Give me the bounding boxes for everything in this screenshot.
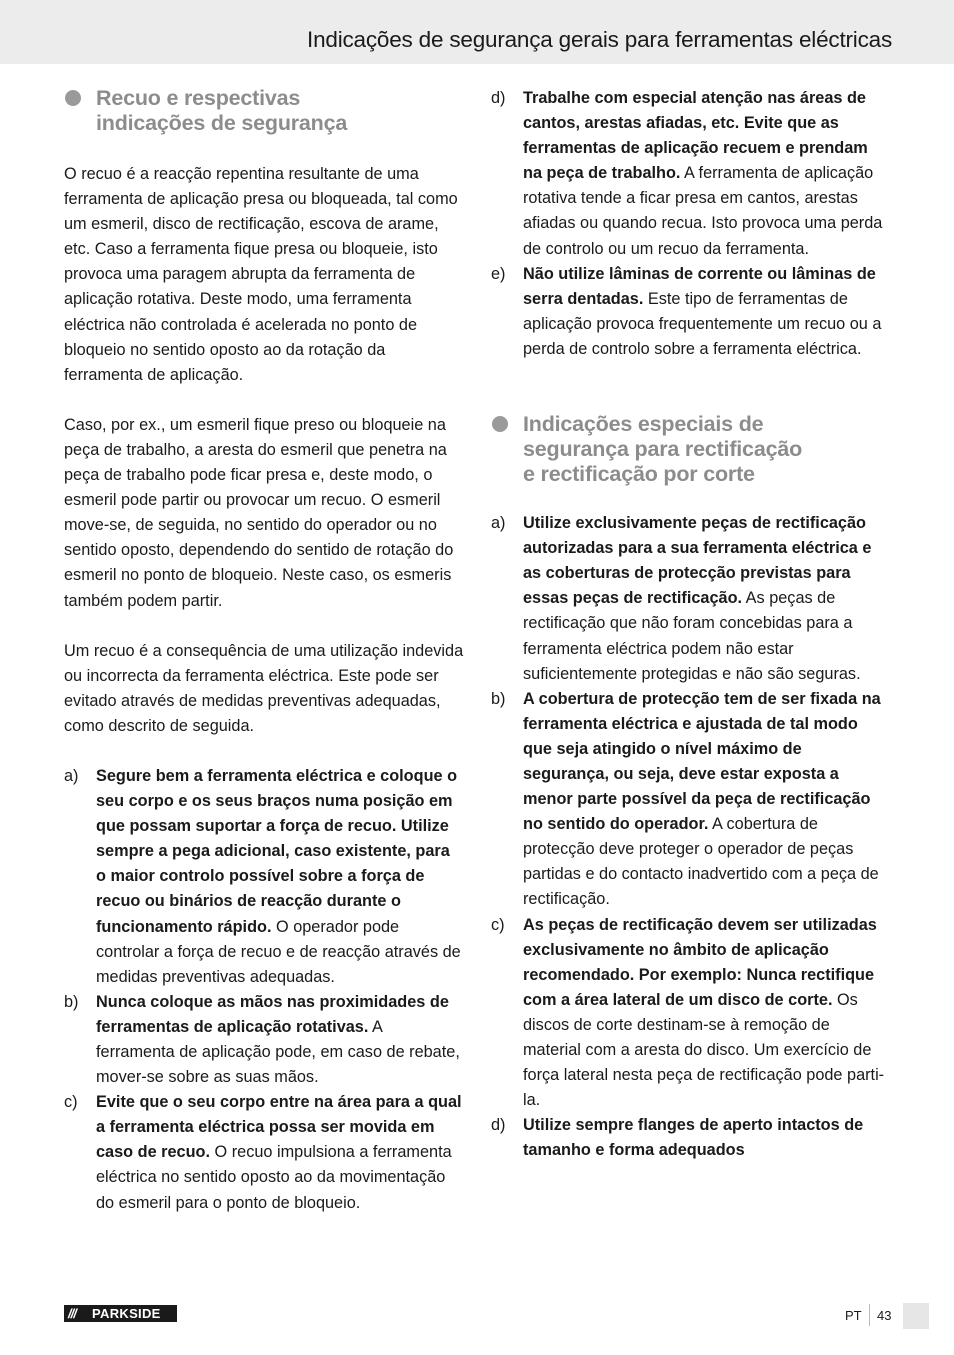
logo-slashes: /// [68,1306,76,1321]
language-code: PT [845,1308,862,1323]
item-bold-text: Não utilize lâminas de corrente ou lâminas de serra dentadas. [523,264,876,308]
item-text: A ferramenta de aplicação rotativa tende a ficar presa em cantos, arestas afiadas ou quando recua. Isto provoca uma perda de controlo ou um recuo da ferramenta. [523,164,883,258]
page-number: 43 [877,1308,892,1323]
item-label: b) [64,992,79,1011]
item-label: a) [491,514,506,533]
heading-line: Recuo e respectivas [96,86,301,110]
item-bold-text: Segure bem a ferramenta eléctrica e coloque o seu corpo e os seus braços numa posição em que possam suportar a força de recuo. Utilize sempre a pega adicional, caso existente, para o maior controlo possível sobre a força de recuo ou binários de reacção durante o funcionamento rápido. [96,766,458,936]
parkside-logo [64,1305,177,1322]
item-bold-text: Nunca coloque as mãos nas proximidades de ferramentas de aplicação rotativas. [96,992,449,1036]
footer-box [903,1303,929,1329]
item-bold-text: Utilize exclusivamente peças de rectificação autorizadas para a sua ferramenta eléctrica e as coberturas de protecção previstas para essas peças de rectificação. [523,514,872,608]
paragraph: Caso, por ex., um esmeril fique preso ou bloqueie na peça de trabalho, a aresta do esmeril que penetra na peça de trabalho pode ficar presa e, deste modo, o esmeril pode partir ou provocar um recuo. O esmeril move-se, de seguida, no sentido do operador ou no sentido oposto, dependendo do sentido de rotação do esmeril no ponto de bloqueio. Neste caso, os esmeris também podem partir. [64,415,454,610]
item-text: A cobertura de protecção deve proteger o operador de peças partidas e do contacto inadvertido com a peça de rectificação. [523,815,879,909]
footer-divider [869,1304,870,1326]
item-label: c) [491,915,505,934]
list-item [491,511,891,687]
heading-line: segurança para rectificação [523,437,803,462]
bullet-icon [65,90,81,106]
item-label: c) [64,1093,78,1112]
item-text: A ferramenta de aplicação pode, em caso de rebate, mover-se sobre as suas mãos. [96,1017,460,1087]
item-label: d) [491,89,506,107]
item-label: b) [491,689,506,708]
item-text: Este tipo de ferramentas de aplicação provoca frequentemente um recuo ou a perda de controlo sobre a ferramenta eléctrica. [523,289,882,358]
item-text: Os discos de corte destinam-se à remoção de material com a aresta do disco. Um exercício de força lateral nesta peça de rectificação pode parti-la. [523,990,885,1110]
heading-line: Indicações especiais de [523,412,764,437]
list-item [491,86,891,262]
heading-line: e rectificação por corte [523,462,755,487]
section-heading-grinding [491,412,891,487]
item-bold-text: Trabalhe com especial atenção nas áreas de cantos, arestas afiadas, etc. Evite que as ferramentas de aplicação recuem e prendam na peça de trabalho. [523,89,868,183]
list-item [491,687,891,913]
item-text: O operador pode controlar a força de recuo e de reacção através de medidas preventivas adequadas. [96,917,461,986]
page-title: Indicações de segurança gerais para ferramentas eléctricas [307,27,892,52]
item-text: As peças de rectificação que não foram concebidas para a ferramenta eléctrica podem não estar suficientemente protegidas e não são seguras. [523,589,861,683]
item-label: e) [491,264,506,283]
list-item [64,990,464,1090]
logo-brand: PARKSIDE [92,1306,161,1321]
list-item [491,913,891,1114]
left-column [64,86,464,1216]
bullet-icon [492,416,508,432]
item-bold-text: Evite que o seu corpo entre na área para a qual a ferramenta eléctrica possa ser movida em caso de recuo. [96,1093,462,1162]
right-column [491,86,891,1163]
list-item [64,764,464,990]
item-label: d) [491,1116,506,1135]
section-heading-kickback [64,86,464,136]
list-item [491,262,891,362]
item-bold-text: As peças de rectificação devem ser utilizadas exclusivamente no âmbito de aplicação recomendado. Por exemplo: Nunca rectifique com a área lateral de um disco de corte. [523,915,877,1009]
list-item [64,1090,464,1215]
heading-line: indicações de segurança [96,111,348,135]
paragraph: Um recuo é a consequência de uma utilização indevida ou incorrecta da ferramenta eléctrica. Este pode ser evitado através de medidas preventivas adequadas, como descrito de seguida. [64,641,464,735]
item-bold-text: A cobertura de protecção tem de ser fixada na ferramenta eléctrica e ajustada de tal modo que seja atingido o nível máximo de segurança, ou seja, deve estar exposta a menor parte possível da peça de rectificação no sentido do operador. [523,689,881,834]
list-item [491,1113,891,1163]
paragraph: O recuo é a reacção repentina resultante de uma ferramenta de aplicação presa ou bloqueada, tal como um esmeril, disco de rectificação, escova de arame, etc. Caso a ferramenta fique presa ou bloqueie, isto provoca uma paragem abrupta da ferramenta de aplicação rotativa. Deste modo, uma ferramenta eléctrica não controlada é acelerada no ponto de bloqueio no sentido oposto ao da rotação da ferramenta de aplicação. [64,165,458,384]
item-text: O recuo impulsiona a ferramenta eléctrica no sentido oposto ao da movimentação do esmeril para o ponto de bloqueio. [96,1143,452,1212]
item-bold-text: Utilize sempre flanges de aperto intactos de tamanho e forma adequados [523,1116,864,1160]
item-label: a) [64,766,79,785]
page-header [0,0,954,64]
